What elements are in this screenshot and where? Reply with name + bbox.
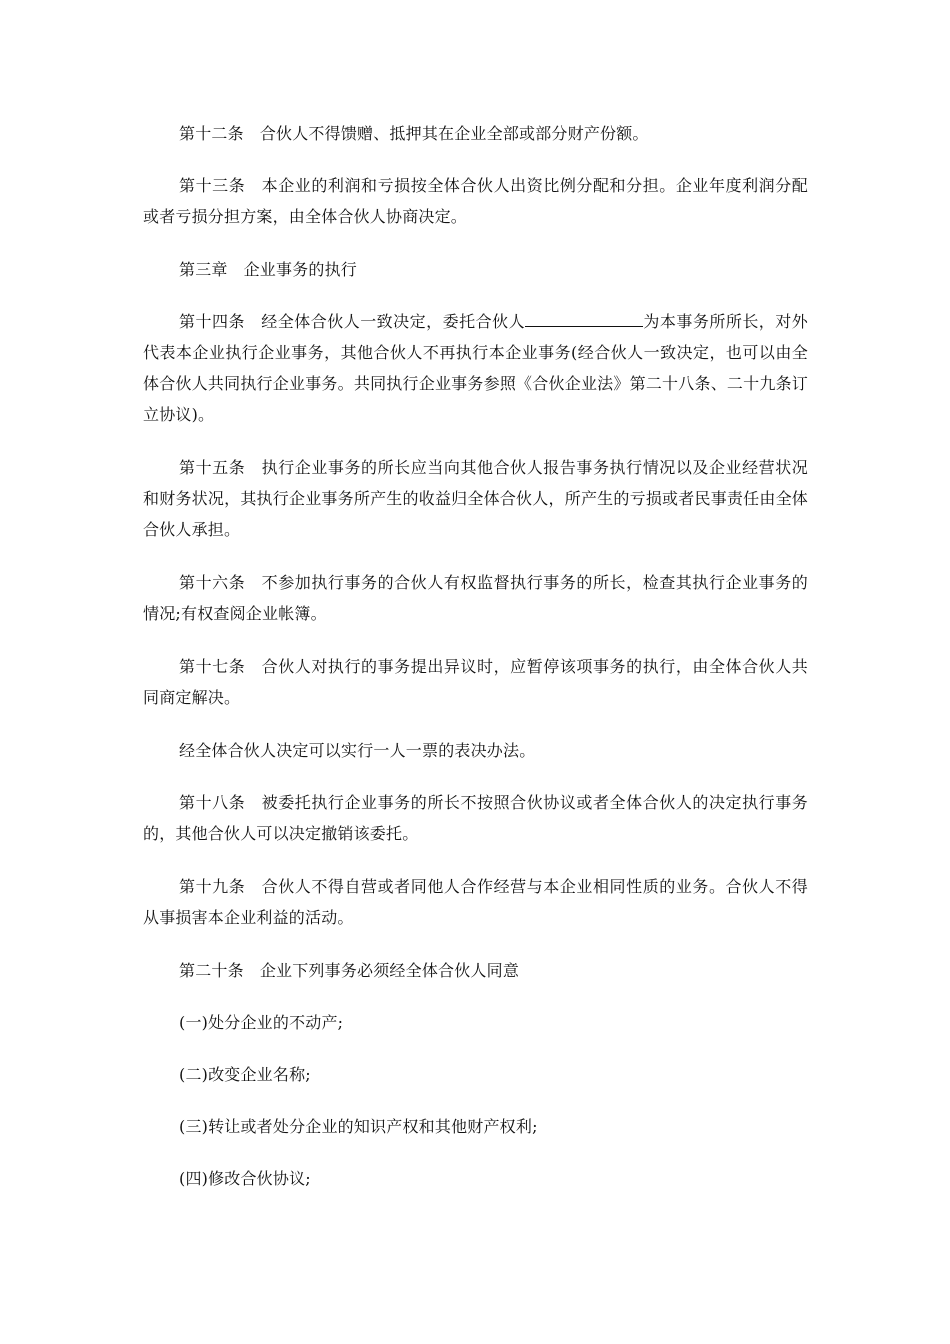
article-17-supplement: 经全体合伙人决定可以实行一人一票的表决办法。 (179, 741, 536, 760)
article-text: 为本事务所所长，对外代表本企业执行企业事务，其他合伙人不再执行本企业事务(经合伙人一致决定，也可以由全体合伙人共同执行企业事务。共同执行企业事务参照《合伙企业法》第二十八条、二十九条订立协议)。 (143, 312, 808, 424)
article-text: 合伙人不得自营或者同他人合作经营与本企业相同性质的业务。合伙人不得从事损害本企业利益的活动。 (143, 877, 808, 927)
list-item: (三)转让或者处分企业的知识产权和其他财产权利; (179, 1117, 538, 1136)
article-text: 经全体合伙人一致决定，委托合伙人 (260, 312, 526, 331)
chapter-3-heading (143, 254, 808, 285)
article-16 (143, 567, 808, 629)
article-14 (143, 306, 808, 430)
list-item: (一)处分企业的不动产; (179, 1013, 344, 1032)
article-19 (143, 871, 808, 933)
document-body (143, 118, 808, 1215)
article-text: 合伙人对执行的事务提出异议时，应暂停该项事务的执行，由全体合伙人共同商定解决。 (143, 657, 808, 707)
article-heading: 第十七条 (179, 657, 246, 676)
article-heading: 第十二条 (179, 124, 244, 143)
article-17 (143, 651, 808, 713)
list-item: (四)修改合伙协议; (179, 1169, 311, 1188)
article-text: 执行企业事务的所长应当向其他合伙人报告事务执行情况以及企业经营状况和财务状况，其执行企业事务所产生的收益归全体合伙人，所产生的亏损或者民事责任由全体合伙人承担。 (143, 458, 808, 539)
fill-in-blank[interactable] (525, 312, 643, 327)
list-item: (二)改变企业名称; (179, 1065, 311, 1084)
article-text: 合伙人不得馈赠、抵押其在企业全部或部分财产份额。 (259, 124, 649, 143)
article-13 (143, 170, 808, 232)
article-20 (143, 955, 808, 986)
article-text: 不参加执行事务的合伙人有权监督执行事务的所长，检查其执行企业事务的情况;有权查阅企业帐簿。 (143, 573, 808, 623)
article-heading: 第十五条 (179, 458, 246, 477)
article-heading: 第二十条 (179, 961, 244, 980)
article-heading: 第十六条 (179, 573, 246, 592)
article-heading: 第十三条 (179, 176, 246, 195)
article-12 (143, 118, 808, 149)
article-text: 企业下列事务必须经全体合伙人同意 (259, 961, 520, 980)
chapter-title: 企业事务的执行 (243, 260, 358, 279)
chapter-number: 第三章 (179, 260, 228, 279)
article-heading: 第十四条 (179, 312, 245, 331)
article-text: 本企业的利润和亏损按全体合伙人出资比例分配和分担。企业年度利润分配或者亏损分担方案，由全体合伙人协商决定。 (143, 176, 808, 226)
article-heading: 第十九条 (179, 877, 246, 896)
article-text: 被委托执行企业事务的所长不按照合伙协议或者全体合伙人的决定执行事务的，其他合伙人可以决定撤销该委托。 (143, 793, 808, 843)
article-18 (143, 787, 808, 849)
article-15 (143, 452, 808, 545)
article-heading: 第十八条 (179, 793, 246, 812)
